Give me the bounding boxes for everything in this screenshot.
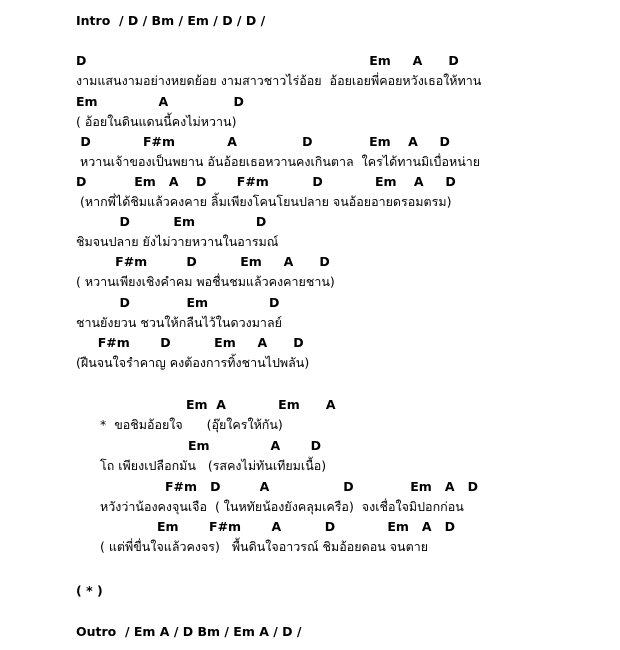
lyric-line: ชานยังยวน ชวนให้กลืนไว้ในดวงมาลย์: [76, 315, 282, 330]
chord-line: D Em D: [76, 295, 280, 310]
chord-line: F#m D Em A D: [76, 254, 330, 269]
lyric-line: ( อ้อยในดินแดนนี้คงไม่หวาน): [76, 114, 237, 129]
lyric-line: ( แต่พี่ขื่นใจแล้วคงจร) พื้นดินใจอาวรณ์ ชิมอ้อยดอน จนตาย: [100, 539, 429, 554]
chord-line: Em F#m A D Em A D: [157, 519, 456, 534]
lyric-line: หวังว่าน้องคงจุนเจือ ( ในหทัยน้องยังคลุมเครือ) จงเชื่อใจมิปอกก่อน: [100, 499, 464, 514]
lyric-line: โถ เพียงเปลือกมัน (รสคงไม่ทันเทียมเนื้อ): [100, 458, 327, 473]
intro-line: Intro / D / Bm / Em / D / D /: [76, 13, 266, 28]
chord-line: D F#m A D Em A D: [76, 134, 450, 149]
chord-line: D Em A D: [76, 53, 459, 68]
outro-line: Outro / Em A / D Bm / Em A / D /: [76, 624, 302, 639]
lyric-line: งามแสนงามอย่างหยดย้อย งามสาวชาวไร่อ้อย อ้อยเอยพี่คอยหวังเธอให้ทาน: [76, 73, 482, 88]
chord-line: D Em D: [76, 214, 267, 229]
chord-line: Em A Em A: [186, 397, 336, 412]
lyric-line: * ขอชิมอ้อยใจ (อุ๊ยใครให้กัน): [100, 417, 283, 432]
lyric-line: (หากพี่ได้ชิมแล้วคงคาย ลิ้มเพียงโคนโยนปลาย จนอ้อยอายดรอมตรม): [76, 194, 452, 209]
lyric-line: ( หวานเพียงเชิงคำคม พอชื่นชมแล้วคงคายชาน): [76, 274, 335, 289]
lyric-line: ชิมจนปลาย ยังไม่วายหวานในอารมณ์: [76, 234, 279, 249]
lyric-line: (ฝืนจนใจรำคาญ คงต้องการทิ้งชานไปพลัน): [76, 355, 310, 370]
repeat-marker: ( * ): [76, 583, 103, 598]
chord-line: D Em A D F#m D Em A D: [76, 174, 456, 189]
chord-line: F#m D A D Em A D: [165, 479, 478, 494]
chord-line: Em A D: [76, 94, 244, 109]
lyric-line: หวานเจ้าของเป็นพยาน อันอ้อยเธอหวานคงเกินตาล ใครได้ทานมิเบื่อหน่าย: [76, 154, 481, 169]
chord-line: Em A D: [188, 438, 322, 453]
chord-line: F#m D Em A D: [76, 335, 304, 350]
